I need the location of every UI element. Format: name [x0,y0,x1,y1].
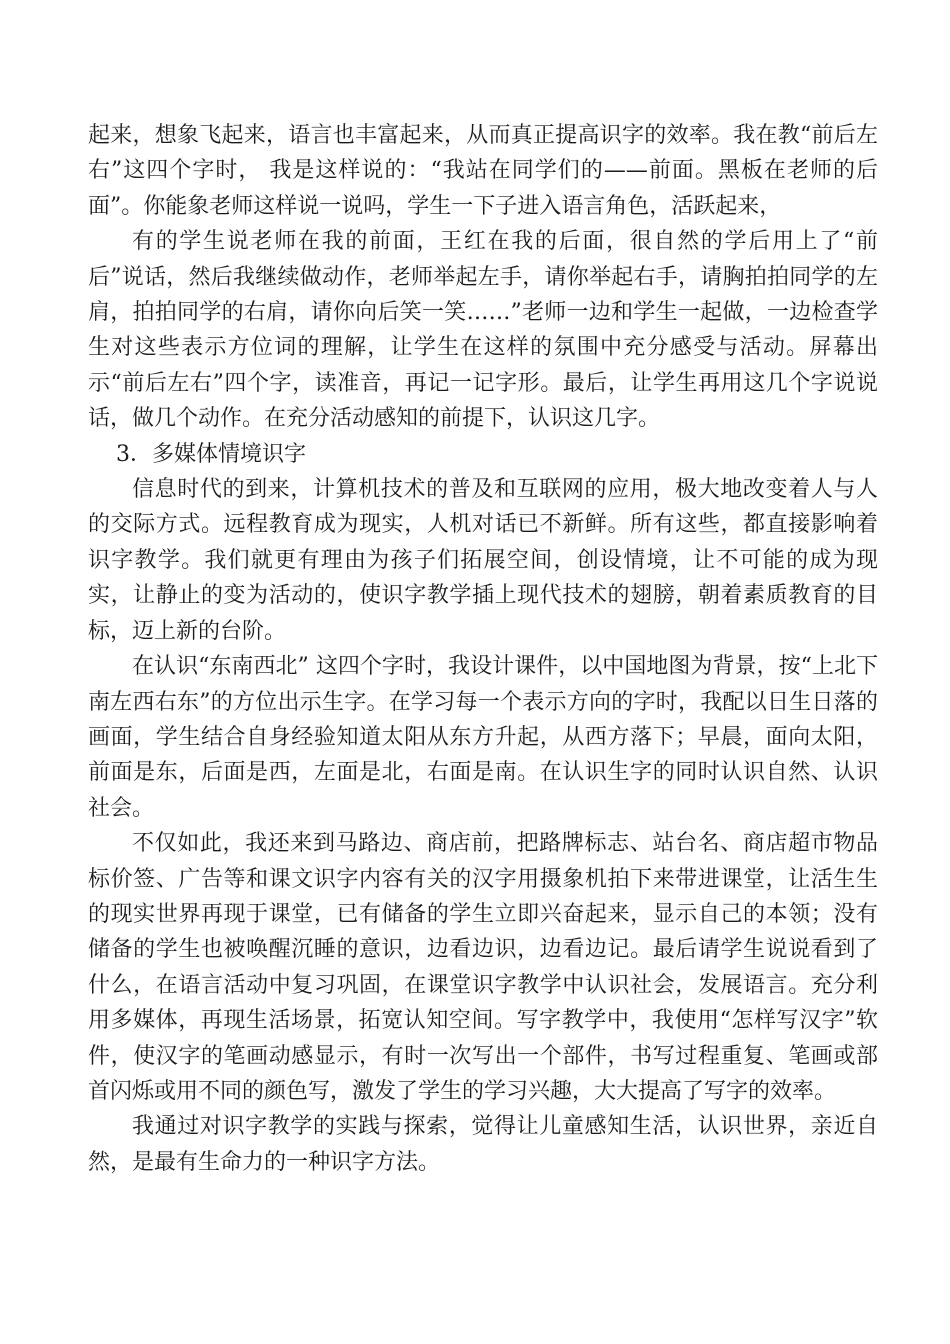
document-page [88,118,878,1180]
section-heading-multimedia: 3．多媒体情境识字 [116,441,306,467]
paragraph-continued: 起来，想象飞起来，语言也丰富起来，从而真正提高识字的效率。我在教“前后左右”这四个字时， 我是这样说的：“我站在同学们的——前面。黑板在老师的后面”。你能象老师这样说一说吗，学生一下子进入语言角色，活跃起来， [88,123,878,219]
paragraph-directions-example: 在认识“东南西北” 这四个字时，我设计课件，以中国地图为背景，按“上北下南左西右东”的方位出示生字。在学习每一个表示方向的字时，我配以日生日落的画面，学生结合自身经验知道太阳从东方升起，从西方落下；早晨，面向太阳，前面是东，后面是西，左面是北，右面是南。在认识生字的同时认识自然、认识社会。 [88,654,878,821]
paragraph-information-age: 信息时代的到来，计算机技术的普及和互联网的应用，极大地改变着人与人的交际方式。远程教育成为现实，人机对话已不新鲜。所有这些，都直接影响着识字教学。我们就更有理由为孩子们拓展空间，创设情境，让不可能的成为现实，让静止的变为活动的，使识字教学插上现代技术的翅膀，朝着素质教育的目标，迈上新的台阶。 [88,477,878,644]
paragraph-conclusion: 我通过对识字教学的实践与探索，觉得让儿童感知生活，认识世界，亲近自然，是最有生命力的一种识字方法。 [88,1114,878,1175]
paragraph-street-signs-example: 不仅如此，我还来到马路边、商店前，把路牌标志、站台名、商店超市物品标价签、广告等和课文识字内容有关的汉字用摄象机拍下来带进课堂，让活生生的现实世界再现于课堂，已有储备的学生立即兴奋起来，显示自己的本领；没有储备的学生也被唤醒沉睡的意识，边看边识，边看边记。最后请学生说说看到了什么，在语言活动中复习巩固，在课堂识字教学中认识社会，发展语言。充分利用多媒体，再现生活场景，拓宽认知空间。写字教学中，我使用“怎样写汉字”软件，使汉字的笔画动感显示，有时一次写出一个部件，书写过程重复、笔画或部首闪烁或用不同的颜色写，激发了学生的学习兴趣，大大提高了写字的效率。 [88,831,878,1104]
paragraph-movement-example: 有的学生说老师在我的前面，王红在我的后面，很自然的学后用上了“前后”说话，然后我继续做动作，老师举起左手，请你举起右手，请胸拍拍同学的左肩，拍拍同学的右肩，请你向后笑一笑……”老师一边和学生一起做，一边检查学生对这些表示方位词的理解，让学生在这样的氛围中充分感受与活动。屏幕出示“前后左右”四个字，读准音，再记一记字形。最后，让学生再用这几个字说说话，做几个动作。在充分活动感知的前提下，认识这几字。 [88,229,878,432]
